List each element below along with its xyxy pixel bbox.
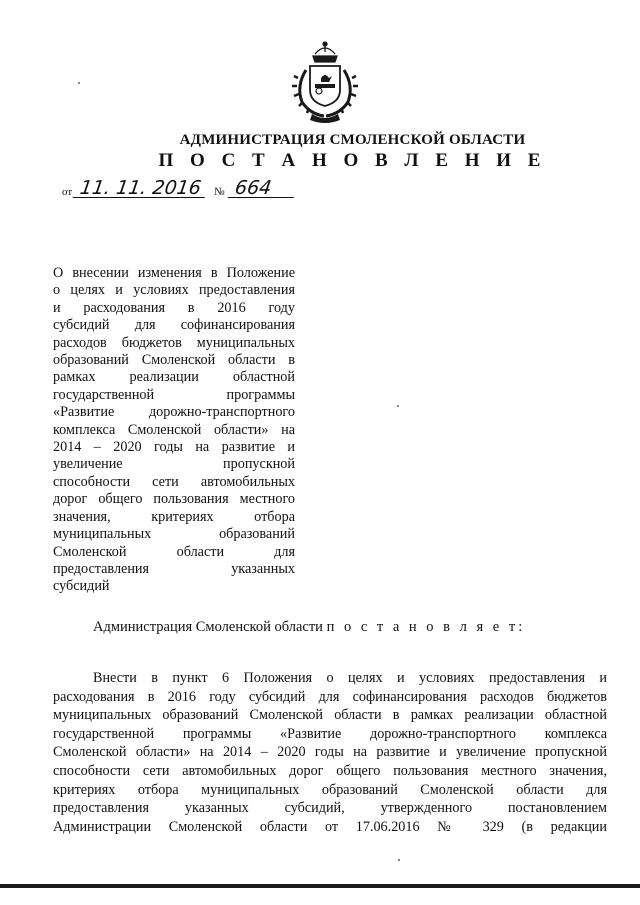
scan-speck bbox=[78, 82, 80, 84]
subject-line: предоставления указанных bbox=[53, 560, 295, 577]
body-line: Администрации Смоленской области от 17.06.2016 № 329 (в редакции bbox=[53, 818, 607, 835]
subject-line: субсидий bbox=[53, 578, 110, 595]
decree-prefix: Администрация Смоленской области bbox=[93, 619, 323, 635]
subject-line: муниципальных образований bbox=[53, 526, 295, 543]
body-paragraph bbox=[53, 669, 607, 836]
decree-line bbox=[93, 619, 525, 636]
subject-line: значения, критериях отбора bbox=[53, 508, 295, 525]
date-value: 11. 11. 2016 bbox=[73, 179, 208, 198]
body-line: предоставления указанных субсидий, утвержденного постановлением bbox=[53, 800, 607, 817]
subject-line: способности сети автомобильных bbox=[53, 473, 295, 490]
number-value: 664 bbox=[227, 179, 296, 198]
subject-line: и расходования в 2016 году bbox=[53, 299, 295, 316]
date-label: от bbox=[62, 186, 73, 198]
body-line: способности сети автомобильных дорог общего пользования местного значения, bbox=[53, 762, 607, 779]
body-line: критериях отбора муниципальных образований Смоленской области для bbox=[53, 781, 607, 798]
subject-line: Смоленской области для bbox=[53, 543, 295, 560]
body-line: Внести в пункт 6 Положения о целях и условиях предоставления и bbox=[93, 670, 607, 686]
scan-speck bbox=[398, 859, 400, 861]
subject-line: комплекса Смоленской области» на bbox=[53, 421, 295, 438]
subject-line: увеличение пропускной bbox=[53, 456, 295, 473]
document-type-title: П О С Т А Н О В Л Е Н И Е bbox=[158, 150, 547, 171]
subject-line: «Развитие дорожно-транспортного bbox=[53, 404, 295, 421]
organization-title: АДМИНИСТРАЦИЯ СМОЛЕНСКОЙ ОБЛАСТИ bbox=[179, 132, 526, 148]
subject-line: о целях и условиях предоставления bbox=[53, 282, 295, 299]
decree-verb: п о с т а н о в л я е т: bbox=[326, 619, 526, 635]
subject-line: расходов бюджетов муниципальных bbox=[53, 334, 295, 351]
subject-line: рамках реализации областной bbox=[53, 369, 295, 386]
scan-speck bbox=[397, 405, 399, 407]
subject-line: 2014 – 2020 годы на развитие и bbox=[53, 439, 295, 456]
subject-line: дорог общего пользования местного bbox=[53, 491, 295, 508]
body-line: Смоленской области» на 2014 – 2020 годы на развитие и увеличение пропускной bbox=[53, 744, 607, 761]
body-line: муниципальных образований Смоленской области в рамках реализации областной bbox=[53, 707, 607, 724]
subject-line: О внесении изменения в Положение bbox=[53, 265, 295, 281]
scan-edge-rule bbox=[0, 884, 640, 888]
body-line: расходования в 2016 году субсидий для софинансирования расходов бюджетов bbox=[53, 688, 607, 705]
subject-line: образований Смоленской области в bbox=[53, 352, 295, 369]
date-number-line bbox=[62, 176, 295, 198]
smolensk-coat-of-arms-icon bbox=[288, 40, 362, 124]
subject-block bbox=[53, 265, 295, 596]
number-label: № bbox=[214, 186, 225, 198]
subject-line: субсидий для софинансирования bbox=[53, 317, 295, 334]
body-line: государственной программы «Развитие дорожно-транспортного комплекса bbox=[53, 725, 607, 742]
subject-line: государственной программы bbox=[53, 386, 295, 403]
